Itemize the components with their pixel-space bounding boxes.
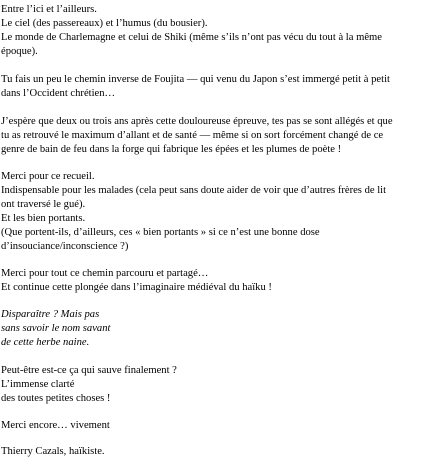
text-line: L’immense clarté [1,379,75,390]
haiku-line: de cette herbe naine. [1,337,90,348]
text-line: Indispensable pour les malades (cela peut sans doute aider de voir que d’autres frères de lit [1,185,387,196]
text-line: des toutes petites choses ! [1,393,111,404]
haiku-line: sans savoir le nom savant [1,323,111,334]
text-line: Et les bien portants. [1,213,86,224]
text-line: Merci pour tout ce chemin parcouru et partagé… [1,268,209,279]
text-line: d’insouciance/inconscience ?) [1,241,129,252]
text-line: Merci pour ce recueil. [1,171,95,182]
haiku-line: Disparaître ? Mais pas [1,309,100,320]
text-line: époque). [1,46,38,57]
text-line: Tu fais un peu le chemin inverse de Foujita — qui venu du Japon s’est immergé petit à petit [1,74,390,85]
text-line: (Que portent-ils, d’ailleurs, ces « bien portants » si ce n’est une bonne dose [1,227,320,238]
text-line: Le ciel (des passereaux) et l’humus (du bousier). [1,18,208,29]
text-line: tu as retrouvé le maximum d’allant et de santé — même si on sort forcément changé de ce [1,130,384,141]
text-line: Le monde de Charlemagne et celui de Shiki (même s’ils n’ont pas vécu du tout à la même [1,32,382,43]
text-line: ont traversé le gué). [1,199,86,210]
text-line: genre de bain de feu dans la forge qui fabrique les épées et les plumes de poète ! [1,144,342,155]
text-line: Et continue cette plongée dans l’imaginaire médiéval du haïku ! [1,282,272,293]
text-line: Entre l’ici et l’ailleurs. [1,4,97,15]
text-line: J’espère que deux ou trois ans après cette douloureuse épreuve, tes pas se sont allégés et que [1,116,393,127]
signature-line: Thierry Cazals, haïkiste. [1,446,105,457]
text-line: Peut-être est-ce ça qui sauve finalement ? [1,365,177,376]
text-line: Merci encore… vivement [1,420,110,431]
text-line: dans l’Occident chrétien… [1,88,116,99]
